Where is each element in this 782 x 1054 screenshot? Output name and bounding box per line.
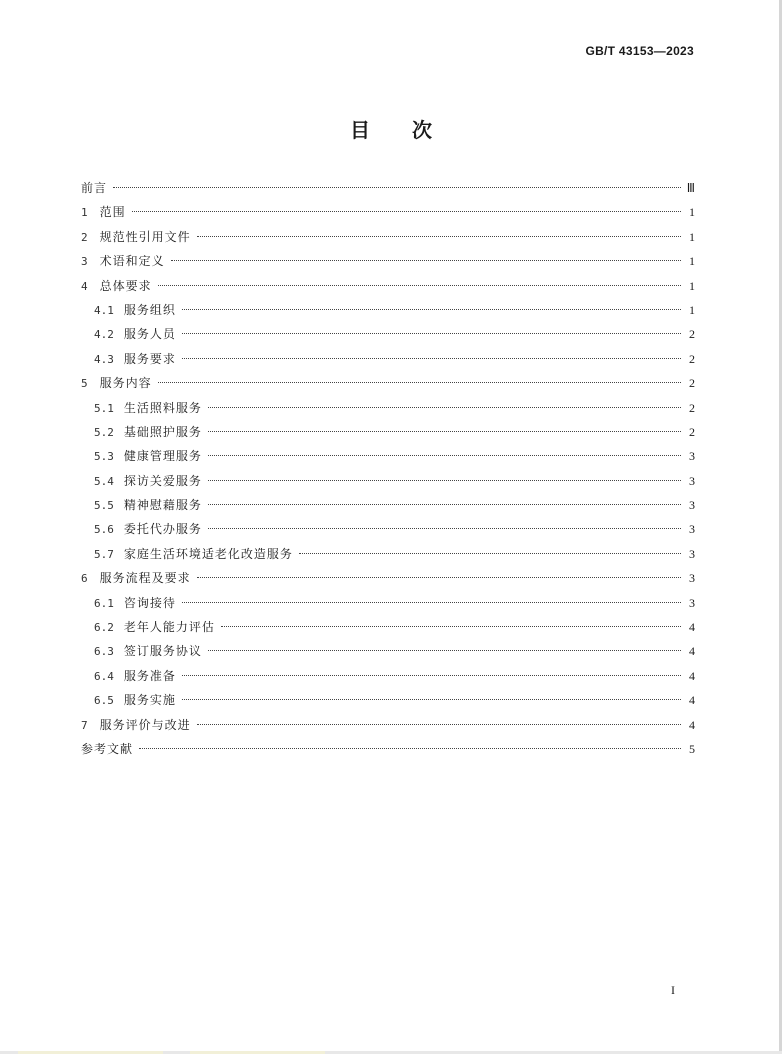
table-of-contents bbox=[81, 176, 695, 761]
toc-entry[interactable] bbox=[81, 493, 695, 517]
toc-entry-page: 1 bbox=[689, 302, 695, 317]
toc-dot-leader bbox=[221, 626, 681, 627]
toc-entry-page: 3 bbox=[689, 571, 695, 586]
toc-entry-page: 2 bbox=[689, 327, 695, 342]
toc-dot-leader bbox=[208, 650, 681, 651]
title-char-1: 目 bbox=[350, 118, 370, 142]
toc-entry-page: 2 bbox=[689, 400, 695, 415]
toc-entry[interactable] bbox=[81, 420, 695, 444]
toc-entry-number: 4.2 bbox=[94, 328, 114, 342]
toc-entry-page: 3 bbox=[689, 473, 695, 488]
toc-entry-label: 服务内容 bbox=[99, 376, 152, 391]
toc-entry-page: 2 bbox=[689, 424, 695, 439]
toc-entry-page: 3 bbox=[689, 449, 695, 464]
toc-entry-page: 2 bbox=[689, 351, 695, 366]
toc-entry-label: 术语和定义 bbox=[99, 254, 165, 269]
toc-entry-number: 7 bbox=[81, 718, 88, 732]
toc-dot-leader bbox=[208, 431, 681, 432]
toc-entry-label: 精神慰藉服务 bbox=[123, 498, 202, 513]
toc-entry[interactable] bbox=[81, 517, 695, 541]
toc-entry-label: 参考文献 bbox=[81, 741, 134, 756]
toc-dot-leader bbox=[182, 675, 681, 676]
toc-dot-leader bbox=[208, 504, 681, 505]
toc-entry-label: 服务准备 bbox=[123, 668, 176, 683]
toc-entry-label: 探访关爱服务 bbox=[123, 473, 202, 488]
toc-entry-label: 咨询接待 bbox=[123, 595, 176, 610]
toc-entry-number: 1 bbox=[81, 206, 88, 220]
toc-dot-leader bbox=[208, 528, 681, 529]
toc-dot-leader bbox=[182, 333, 681, 334]
toc-entry[interactable] bbox=[81, 176, 695, 200]
toc-dot-leader bbox=[113, 187, 681, 188]
toc-entry[interactable] bbox=[81, 249, 695, 273]
page-number: I bbox=[671, 983, 675, 997]
toc-entry-number: 5.5 bbox=[94, 499, 114, 513]
toc-entry-label: 服务实施 bbox=[123, 693, 176, 708]
toc-entry[interactable] bbox=[81, 737, 695, 761]
toc-entry-page: 2 bbox=[689, 376, 695, 391]
toc-entry-page: 3 bbox=[689, 595, 695, 610]
toc-entry-number: 3 bbox=[81, 255, 88, 269]
toc-entry-label: 前言 bbox=[81, 181, 108, 195]
toc-entry-page: 1 bbox=[689, 278, 695, 293]
toc-dot-leader bbox=[197, 577, 681, 578]
toc-entry-page: 3 bbox=[689, 546, 695, 561]
toc-entry-page: 3 bbox=[689, 498, 695, 513]
toc-dot-leader bbox=[158, 285, 681, 286]
toc-entry-label: 总体要求 bbox=[99, 278, 152, 293]
toc-entry[interactable] bbox=[81, 298, 695, 322]
toc-entry-page: 1 bbox=[689, 254, 695, 269]
toc-dot-leader bbox=[139, 748, 681, 749]
toc-entry-number: 6.1 bbox=[94, 596, 114, 610]
page-title bbox=[0, 114, 782, 143]
toc-dot-leader bbox=[182, 358, 681, 359]
toc-entry-number: 6.2 bbox=[94, 621, 114, 635]
toc-entry-number: 4.3 bbox=[94, 352, 114, 366]
toc-entry-label: 健康管理服务 bbox=[123, 449, 202, 464]
toc-entry-number: 6.4 bbox=[94, 669, 114, 683]
toc-entry[interactable] bbox=[81, 591, 695, 615]
toc-entry-page: 4 bbox=[689, 668, 695, 683]
toc-entry-page: Ⅲ bbox=[686, 181, 695, 195]
toc-entry-page: 4 bbox=[689, 620, 695, 635]
toc-dot-leader bbox=[208, 407, 681, 408]
toc-entry-page: 3 bbox=[689, 522, 695, 537]
toc-entry[interactable] bbox=[81, 347, 695, 371]
toc-entry-number: 5.3 bbox=[94, 450, 114, 464]
toc-entry-label: 老年人能力评估 bbox=[123, 620, 215, 635]
toc-entry-number: 4.1 bbox=[94, 303, 114, 317]
toc-entry[interactable] bbox=[81, 639, 695, 663]
toc-entry-label: 家庭生活环境适老化改造服务 bbox=[123, 546, 293, 561]
toc-entry-number: 6 bbox=[81, 572, 88, 586]
toc-entry-number: 5 bbox=[81, 377, 88, 391]
toc-entry-label: 服务组织 bbox=[123, 302, 176, 317]
toc-entry-label: 服务人员 bbox=[123, 327, 176, 342]
toc-entry-page: 4 bbox=[689, 693, 695, 708]
toc-entry-number: 6.3 bbox=[94, 645, 114, 659]
toc-entry[interactable] bbox=[81, 664, 695, 688]
toc-entry[interactable] bbox=[81, 469, 695, 493]
toc-dot-leader bbox=[182, 309, 681, 310]
toc-entry[interactable] bbox=[81, 542, 695, 566]
toc-entry-number: 5.6 bbox=[94, 523, 114, 537]
toc-entry-label: 服务流程及要求 bbox=[99, 571, 191, 586]
toc-entry-number: 5.1 bbox=[94, 401, 114, 415]
toc-entry[interactable] bbox=[81, 566, 695, 590]
toc-entry[interactable] bbox=[81, 225, 695, 249]
toc-dot-leader bbox=[299, 553, 681, 554]
toc-dot-leader bbox=[208, 455, 681, 456]
toc-entry-label: 签订服务协议 bbox=[123, 644, 202, 659]
toc-dot-leader bbox=[182, 602, 681, 603]
toc-entry-number: 6.5 bbox=[94, 694, 114, 708]
toc-entry-page: 4 bbox=[689, 717, 695, 732]
toc-entry[interactable] bbox=[81, 688, 695, 712]
toc-entry[interactable] bbox=[81, 322, 695, 346]
toc-entry[interactable] bbox=[81, 371, 695, 395]
toc-entry-label: 委托代办服务 bbox=[123, 522, 202, 537]
toc-entry-number: 5.7 bbox=[94, 547, 114, 561]
toc-entry-label: 范围 bbox=[99, 205, 126, 220]
toc-entry[interactable] bbox=[81, 396, 695, 420]
toc-entry-page: 5 bbox=[689, 741, 695, 756]
toc-entry-label: 规范性引用文件 bbox=[99, 229, 191, 244]
toc-entry[interactable] bbox=[81, 444, 695, 468]
toc-entry-label: 服务要求 bbox=[123, 351, 176, 366]
toc-entry-number: 5.2 bbox=[94, 425, 114, 439]
toc-dot-leader bbox=[197, 236, 681, 237]
toc-entry-page: 4 bbox=[689, 644, 695, 659]
toc-dot-leader bbox=[132, 211, 681, 212]
toc-entry[interactable] bbox=[81, 274, 695, 298]
toc-dot-leader bbox=[208, 480, 681, 481]
toc-entry-label: 服务评价与改进 bbox=[99, 717, 191, 732]
toc-entry[interactable] bbox=[81, 713, 695, 737]
toc-dot-leader bbox=[197, 724, 681, 725]
title-char-2: 次 bbox=[412, 118, 432, 142]
toc-entry-number: 5.4 bbox=[94, 474, 114, 488]
toc-entry-page: 1 bbox=[689, 205, 695, 220]
toc-entry-number: 4 bbox=[81, 279, 88, 293]
toc-entry-label: 生活照料服务 bbox=[123, 400, 202, 415]
toc-entry-label: 基础照护服务 bbox=[123, 424, 202, 439]
toc-entry[interactable] bbox=[81, 615, 695, 639]
toc-dot-leader bbox=[158, 382, 681, 383]
toc-dot-leader bbox=[182, 699, 681, 700]
toc-entry[interactable] bbox=[81, 200, 695, 224]
toc-entry-page: 1 bbox=[689, 229, 695, 244]
toc-entry-number: 2 bbox=[81, 230, 88, 244]
toc-dot-leader bbox=[171, 260, 681, 261]
standard-code: GB/T 43153—2023 bbox=[585, 44, 694, 58]
